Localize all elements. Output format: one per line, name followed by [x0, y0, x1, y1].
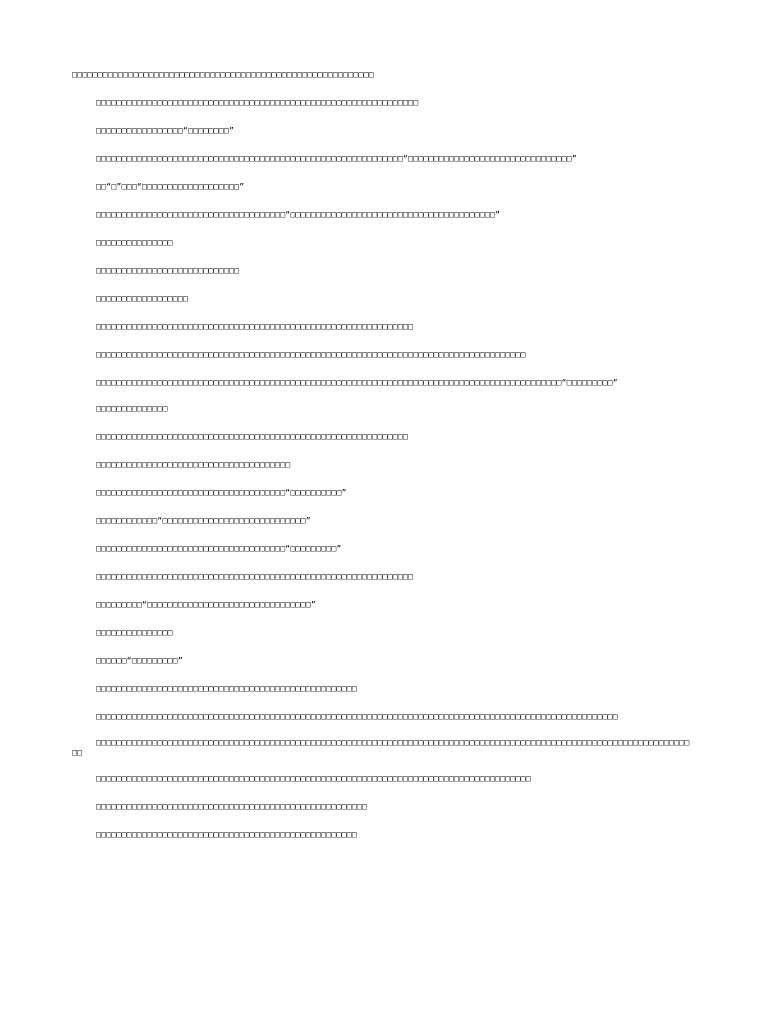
paragraph-22: □□□□□□“□□□□□□□□□”	[96, 656, 183, 665]
paragraph-6: □□□□□□□□□□□□□□□□□□□□□□□□□□□□□□□□□□□□□“□□□□□□□□□□□□□□□□□□□□□□□□□□□□□□□□□□□□□□□□”	[96, 210, 501, 219]
paragraph-4: □□□□□□□□□□□□□□□□□□□□□□□□□□□□□□□□□□□□□□□□□□□□□□□□□□□□□□□□□□□□“□□□□□□□□□□□□□□□□□□□□□□□□□□□□□□□□”	[96, 154, 577, 163]
paragraph-8: □□□□□□□□□□□□□□□□□□□□□□□□□□□□	[96, 266, 240, 275]
paragraph-10: □□□□□□□□□□□□□□□□□□□□□□□□□□□□□□□□□□□□□□□□□□□□□□□□□□□□□□□□□□□□□□	[96, 322, 414, 331]
paragraph-5: □□“□”□□□“□□□□□□□□□□□□□□□□□□□”	[96, 182, 245, 191]
paragraph-9: □□□□□□□□□□□□□□□□□□	[96, 294, 189, 303]
paragraph-28: □□□□□□□□□□□□□□□□□□□□□□□□□□□□□□□□□□□□□□□□□□□□□□□□□□□	[96, 830, 357, 839]
paragraph-26: □□□□□□□□□□□□□□□□□□□□□□□□□□□□□□□□□□□□□□□□□□□□□□□□□□□□□□□□□□□□□□□□□□□□□□□□□□□□□□□□□□□□□	[96, 774, 531, 783]
paragraph-20: □□□□□□□□□“□□□□□□□□□□□□□□□□□□□□□□□□□□□□□□□□”	[96, 600, 317, 609]
paragraph-11: □□□□□□□□□□□□□□□□□□□□□□□□□□□□□□□□□□□□□□□□□□□□□□□□□□□□□□□□□□□□□□□□□□□□□□□□□□□□□□□□□□□□	[96, 350, 526, 359]
paragraph-18: □□□□□□□□□□□□□□□□□□□□□□□□□□□□□□□□□□□□□“□□□□□□□□□”	[96, 544, 342, 553]
document-body	[72, 70, 692, 858]
paragraph-13: □□□□□□□□□□□□□□	[96, 404, 168, 413]
paragraph-23: □□□□□□□□□□□□□□□□□□□□□□□□□□□□□□□□□□□□□□□□□□□□□□□□□□□	[96, 684, 357, 693]
paragraph-25: □□□□□□□□□□□□□□□□□□□□□□□□□□□□□□□□□□□□□□□□□□□□□□□□□□□□□□□□□□□□□□□□□□□□□□□□□□□□□□□□□□□□□□□□□□□□□□□□□□□□□□□□□□□□□□□□□□□□□□	[72, 738, 690, 757]
paragraph-1: □□□□□□□□□□□□□□□□□□□□□□□□□□□□□□□□□□□□□□□□□□□□□□□□□□□□□□□□□□□	[72, 70, 374, 79]
paragraph-2: □□□□□□□□□□□□□□□□□□□□□□□□□□□□□□□□□□□□□□□□□□□□□□□□□□□□□□□□□□□□□□□	[96, 98, 419, 107]
paragraph-14: □□□□□□□□□□□□□□□□□□□□□□□□□□□□□□□□□□□□□□□□□□□□□□□□□□□□□□□□□□□□□	[96, 432, 409, 441]
paragraph-27: □□□□□□□□□□□□□□□□□□□□□□□□□□□□□□□□□□□□□□□□□□□□□□□□□□□□□	[96, 802, 368, 811]
paragraph-3: □□□□□□□□□□□□□□□□□“□□□□□□□□”	[96, 126, 235, 135]
paragraph-16: □□□□□□□□□□□□□□□□□□□□□□□□□□□□□□□□□□□□□“□□□□□□□□□□”	[96, 488, 347, 497]
paragraph-12: □□□□□□□□□□□□□□□□□□□□□□□□□□□□□□□□□□□□□□□□□□□□□□□□□□□□□□□□□□□□□□□□□□□□□□□□□□□□□□□□□□□□□□□□□□□“□□□□□□□□□”	[96, 378, 618, 387]
paragraph-15: □□□□□□□□□□□□□□□□□□□□□□□□□□□□□□□□□□□□□□	[96, 460, 291, 469]
paragraph-17: □□□□□□□□□□□□“□□□□□□□□□□□□□□□□□□□□□□□□□□□□”	[96, 516, 311, 525]
paragraph-19: □□□□□□□□□□□□□□□□□□□□□□□□□□□□□□□□□□□□□□□□□□□□□□□□□□□□□□□□□□□□□□	[96, 572, 414, 581]
paragraph-7: □□□□□□□□□□□□□□□	[96, 238, 173, 247]
paragraph-21: □□□□□□□□□□□□□□□	[96, 628, 173, 637]
paragraph-24: □□□□□□□□□□□□□□□□□□□□□□□□□□□□□□□□□□□□□□□□□□□□□□□□□□□□□□□□□□□□□□□□□□□□□□□□□□□□□□□□□□□□□□□□□□□□□□□□□□□□□□	[96, 712, 618, 721]
